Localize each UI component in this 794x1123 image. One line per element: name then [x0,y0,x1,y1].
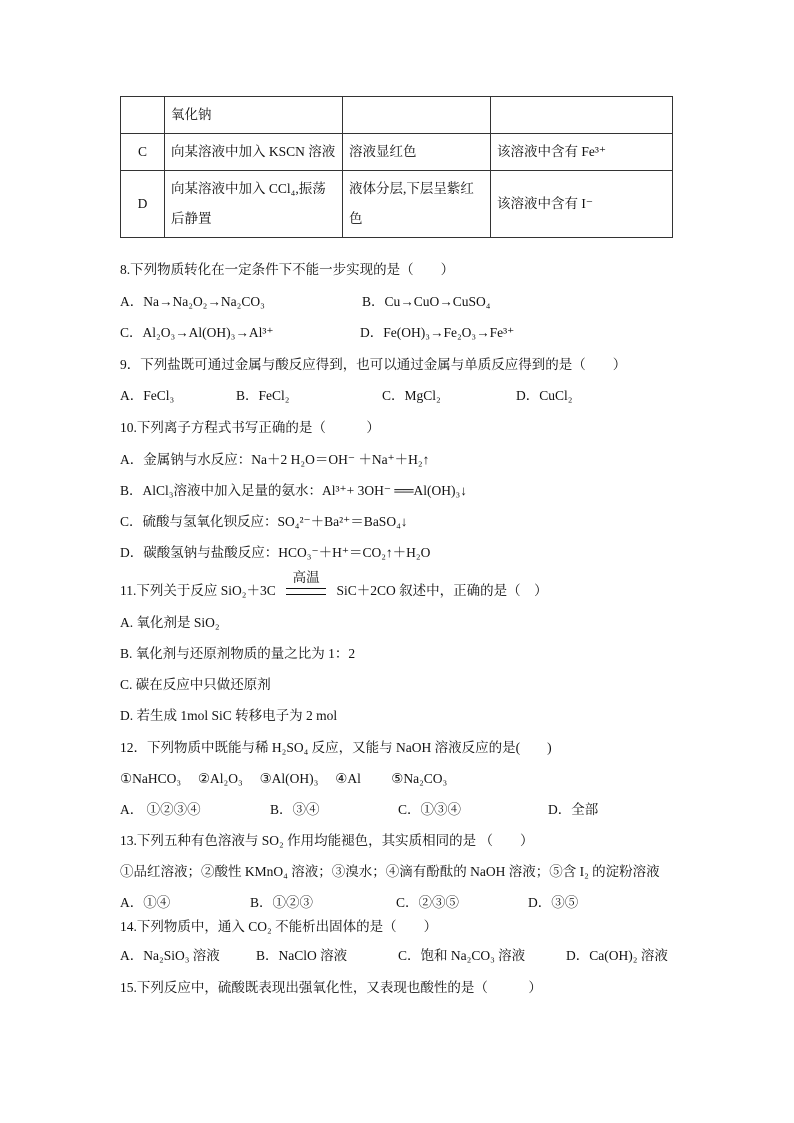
q10-option-d: D．碳酸氢钠与盐酸反应：HCO₃⁻＋H⁺＝CO₂↑＋H₂O [120,545,431,560]
q15-stem: 15.下列反应中，硫酸既表现出强氧化性，又表现也酸性的是（ ） [120,980,542,995]
row-label [121,97,165,134]
q10-stem: 10.下列离子方程式书写正确的是（ ） [120,420,380,435]
q13-items: ①品红溶液；②酸性 KMnO₄ 溶液；③溴水；④滴有酚酞的 NaOH 溶液；⑤含 I₂ 的淀粉溶液 [120,864,660,879]
q12-option-c: C．①③④ [398,802,462,817]
q9-option-a: A．FeCl₃ [120,388,175,403]
q13-stem: 13.下列五种有色溶液与 SO₂ 作用均能褪色，其实质相同的是 （ ） [120,833,534,848]
conclusion-cell: 该溶液中含有 I⁻ [491,171,673,238]
q12-option-b: B．③④ [270,802,320,817]
condition-text: 高温 [292,570,320,585]
conclusion-cell: 该溶液中含有 Fe³⁺ [491,134,673,171]
q14-option-d: D．Ca(OH)₂ 溶液 [566,948,668,963]
q13-option-a: A．①④ [120,895,171,910]
q8-option-a: A．Na→Na₂O₂→Na₂CO₃ [120,294,265,309]
q11-option-c: C. 碳在反应中只做还原剂 [120,677,271,692]
q14-option-b: B．NaClO 溶液 [256,948,348,963]
q11-option-d: D. 若生成 1mol SiC 转移电子为 2 mol [120,708,338,723]
q12-stem: 12．下列物质中既能与稀 H₂SO₄ 反应，又能与 NaOH 溶液反应的是( ) [120,740,552,755]
q8-option-d: D．Fe(OH)₃→Fe₂O₃→Fe³⁺ [360,325,515,340]
phenomenon-cell: 液体分层,下层呈紫红色 [343,171,491,238]
operation-cell: 向某溶液中加入 KSCN 溶液 [165,134,343,171]
q14-option-c: C．饱和 Na₂CO₃ 溶液 [398,948,526,963]
reaction-condition [283,570,329,601]
phenomenon-cell [343,97,491,134]
table-row [121,134,673,171]
q9-option-c: C．MgCl₂ [382,388,441,403]
q9-stem: 9．下列盐既可通过金属与酸反应得到，也可以通过金属与单质反应得到的是（ ） [120,357,627,372]
q13-option-c: C．②③⑤ [396,895,460,910]
q8-option-b: B．Cu→CuO→CuSO₄ [362,294,491,309]
table-row [121,171,673,238]
q10-option-a: A．金属钠与水反应：Na＋2 H₂O＝OH⁻ ＋Na⁺＋H₂↑ [120,452,430,467]
table-row [121,97,673,134]
operation-cell: 氧化钠 [165,97,343,134]
q10-option-c: C．硫酸与氢氧化钡反应：SO₄²⁻＋Ba²⁺＝BaSO₄↓ [120,514,408,529]
equal-arrow-icon [286,588,326,595]
q13-option-d: D．③⑤ [528,895,579,910]
q11-stem [120,570,548,601]
q8-stem: 8.下列物质转化在一定条件下不能一步实现的是（ ） [120,262,455,277]
experiment-table [120,96,673,238]
row-label: D [121,171,165,238]
operation-cell: 向某溶液中加入 CCl₄,振荡后静置 [165,171,343,238]
q11-stem-before: 11.下列关于反应 SiO₂＋3C [120,583,276,598]
q12-items: ①NaHCO₃ ②Al₂O₃ ③Al(OH)₃ ④Al ⑤Na₂CO₃ [120,771,448,786]
q8-option-c: C．Al₂O₃→Al(OH)₃→Al³⁺ [120,325,274,340]
q14-option-a: A．Na₂SiO₃ 溶液 [120,948,220,963]
conclusion-cell [491,97,673,134]
phenomenon-cell: 溶液显红色 [343,134,491,171]
q9-option-b: B．FeCl₂ [236,388,290,403]
q10-option-b: B．AlCl₃溶液中加入足量的氨水：Al³⁺+ 3OH⁻ ══Al(OH)₃↓ [120,483,467,498]
q11-option-b: B. 氧化剂与还原剂物质的量之比为 1：2 [120,646,356,661]
q11-option-a: A. 氧化剂是 SiO₂ [120,615,220,630]
q12-option-d: D．全部 [548,802,599,817]
q14-stem: 14.下列物质中，通入 CO₂ 不能析出固体的是（ ） [120,919,438,934]
q9-option-d: D．CuCl₂ [516,388,573,403]
row-label: C [121,134,165,171]
q13-option-b: B．①②③ [250,895,314,910]
q11-stem-after: SiC＋2CO 叙述中，正确的是（ ） [336,583,548,598]
q12-option-a: A． ①②③④ [120,802,201,817]
